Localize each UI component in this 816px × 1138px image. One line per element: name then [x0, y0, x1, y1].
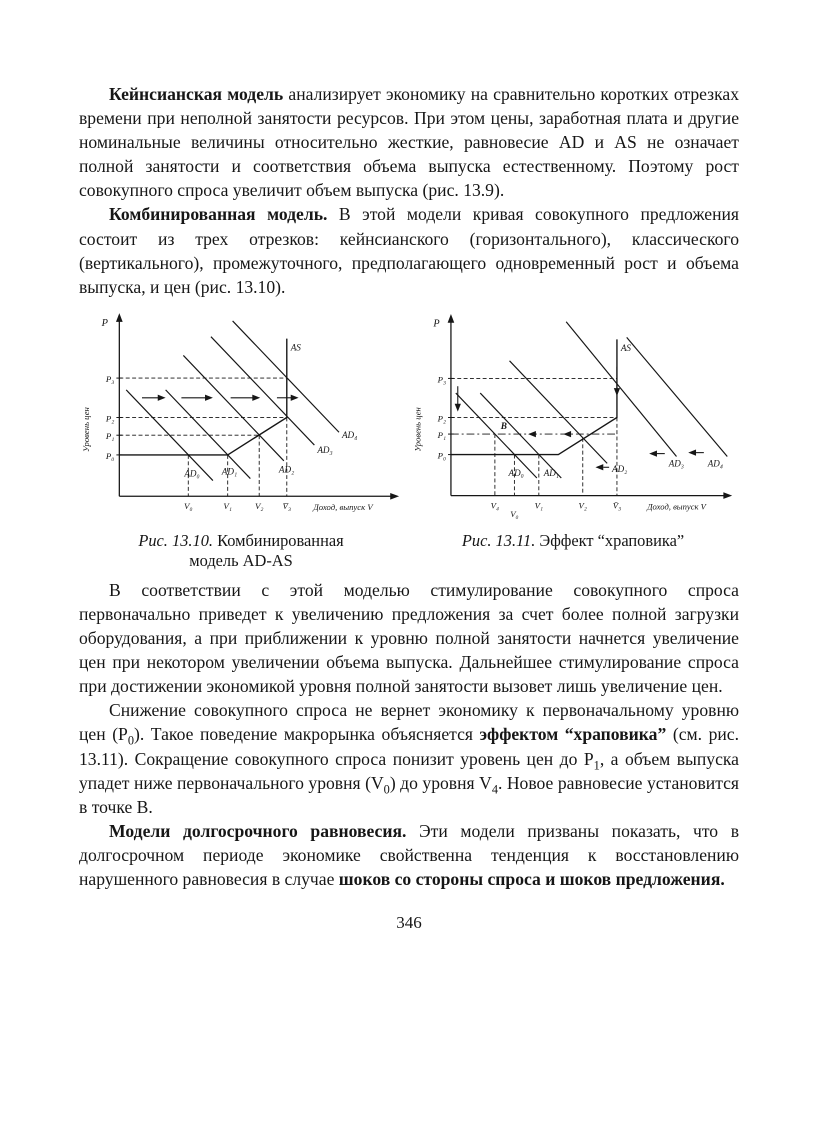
ad-label: AD₃ — [668, 458, 684, 469]
x-tick-label: V₁ — [223, 500, 232, 511]
axes — [451, 320, 725, 496]
figure-13-10 — [75, 309, 407, 572]
as-curve — [451, 339, 617, 454]
x-axis-arrow-icon — [390, 493, 399, 500]
x-tick-label: V̄₃ — [282, 500, 292, 511]
x-tick-label: V₄ — [490, 500, 500, 511]
as-label: AS — [290, 342, 301, 353]
y-axis-variable: P — [101, 317, 108, 329]
y-axis-arrow-icon — [448, 314, 455, 323]
paragraph-keynesian-model: Кейнсианская модель анализирует экономику на сравнительно коротких отрезках времени при неполной занятости ресурсов. При этом цены, заработная плата и другие номинальные величины относительно жесткие, равновесие AD и AS не означает полной занятости и соответствия объема выпуска естественному. Поэтому рост совокупного спроса увеличит объем выпуска (рис. 13.9). — [79, 84, 740, 201]
page-number: 346 — [396, 913, 422, 933]
equilibrium-point-b: B — [500, 422, 507, 433]
x-tick-label: V₂ — [254, 500, 264, 511]
x-axis-title: Доход, выпуск V — [313, 501, 373, 512]
paragraph-combined-model: Комбинированная модель. В этой модели кривая совокупного предложения состоит из трех отрезков: кейнсианского (горизонтального), классического (вертикального), промежуточного, предполагающего одновременный рост и объема выпуска, и цен (рис. 13.10). — [79, 204, 739, 297]
rightward-shift-arrows — [142, 394, 299, 400]
y-axis-title: Уровень цен — [412, 407, 423, 452]
y-tick-label: P₁ — [105, 431, 115, 442]
figure-caption: Рис. 13.11. Эффект “храповика” — [461, 530, 685, 550]
paragraph-model-mechanics: В соответствии с этой моделью стимулирование совокупного спроса первоначально приведет к увеличению предложения за счет более полной загрузки оборудования, а при приближении к уровню полной занятости начнется увеличение цен при некотором увеличении объема выпуска. Дальнейшее стимулирование спроса при достижении экономикой уровня полной занятости вызовет лишь увеличение цен. — [79, 579, 739, 697]
as-label: AS — [620, 342, 631, 353]
x-tick-label: V₁ — [534, 500, 544, 511]
y-tick-label: P₂ — [437, 413, 447, 424]
x-tick-label: V₂ — [578, 500, 587, 511]
x-axis-title: Доход, выпуск V — [647, 501, 706, 512]
x-tick-label: V₀ — [184, 500, 193, 511]
y-tick-label: P₀ — [105, 450, 115, 461]
ad-label: AD₀ — [508, 467, 524, 478]
y-axis-variable: P — [433, 318, 440, 330]
figure-13-11 — [407, 309, 739, 572]
ad-label: AD₄ — [707, 458, 724, 469]
x-tick-label: V̄₃ — [612, 500, 622, 511]
x-axis-arrow-icon — [723, 492, 732, 499]
ad-label: AD₄ — [341, 430, 358, 441]
paragraph-ratchet-effect: Снижение совокупного спроса не вернет экономику к первоначальному уровню цен $(P_0)$. Такое поведение макрорынка объясняется эффектом “храповика” (см. рис. 13.11). Сокращение совокупного спроса понизит уровень цен до $P_1$, а объем выпуска упадет ниже первоначального уровня $(V_0)$ до уровня $V_4$. Новое равновесие установится в точке В. — [79, 700, 740, 817]
figures-row — [75, 309, 739, 572]
x-tick-label: V₀ — [510, 508, 519, 519]
guide-lines — [451, 378, 617, 495]
y-axis-arrow-icon — [116, 313, 123, 322]
paragraph-longrun-models: Модели долгосрочного равновесия. Эти модели призваны показать, что в долгосрочном периоде экономике свойственна тенденция к восстановлению нарушенного равновесия в случае шоков со стороны спроса и шоков предложения. — [79, 820, 740, 889]
ad-label: AD₁ — [543, 467, 559, 478]
figure-13-11-diagram — [407, 309, 739, 524]
ad-label: AD₃ — [317, 444, 333, 455]
y-axis-title: Уровень цен — [80, 406, 91, 452]
y-tick-label: P₁ — [437, 429, 447, 440]
ad-label: AD₂ — [612, 464, 628, 475]
figure-caption: Рис. 13.10. Комбинированная модель AD-AS — [138, 530, 344, 571]
downward-arrows — [455, 367, 620, 412]
y-tick-label: P₂ — [105, 413, 115, 424]
y-tick-label: P₃ — [437, 374, 447, 385]
y-tick-label: P₃ — [105, 373, 115, 384]
figure-13-10-diagram — [75, 309, 405, 524]
ad-label: AD₀ — [184, 468, 200, 479]
y-tick-label: P₀ — [437, 450, 447, 461]
ad-label: AD₁ — [221, 466, 238, 477]
ad-label: AD₂ — [278, 464, 295, 475]
